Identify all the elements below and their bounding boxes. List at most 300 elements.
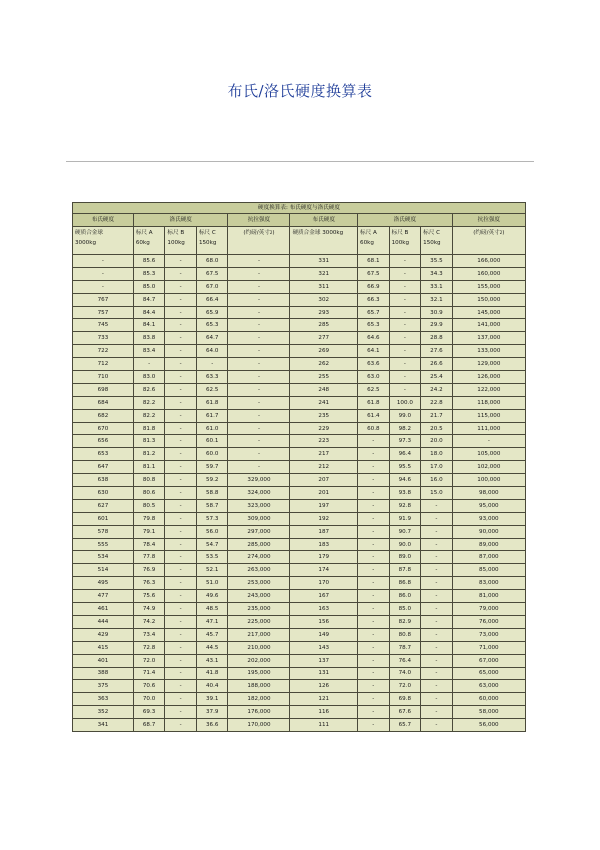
tensile-right-cell: 118,000 — [452, 396, 525, 409]
scale-a-right-cell: - — [358, 461, 390, 474]
scale-b-left-cell: - — [165, 693, 197, 706]
brinell-right-cell: 217 — [290, 448, 358, 461]
scale-b-right-cell: 72.0 — [389, 680, 421, 693]
scale-b-right-cell: 97.3 — [389, 435, 421, 448]
brinell-left-cell: 682 — [73, 409, 134, 422]
scale-c-left-cell: 64.7 — [196, 332, 228, 345]
scale-a-right-cell: - — [358, 577, 390, 590]
scale-a-left-cell: 69.3 — [133, 706, 165, 719]
scale-c-left-cell: 67.5 — [196, 267, 228, 280]
tensile-left-cell: - — [228, 435, 290, 448]
scale-c-left-cell: 51.0 — [196, 577, 228, 590]
table-caption-row — [73, 203, 526, 214]
table-row — [73, 255, 526, 268]
scale-a-right-cell: - — [358, 628, 390, 641]
brinell-right-cell: 262 — [290, 358, 358, 371]
tensile-left-cell: - — [228, 448, 290, 461]
scale-c-left-cell: 44.5 — [196, 641, 228, 654]
tensile-header: 抗拉强度 — [228, 214, 290, 227]
tensile-right-cell: 67,000 — [452, 654, 525, 667]
scale-b-right-cell: 74.0 — [389, 667, 421, 680]
scale-b-left-cell: - — [165, 448, 197, 461]
scale-b-left-cell: - — [165, 487, 197, 500]
scale-a-left-cell: 85.0 — [133, 280, 165, 293]
brinell-left-cell: 712 — [73, 358, 134, 371]
scale-a-left-cell: 81.1 — [133, 461, 165, 474]
tensile-right-cell: 73,000 — [452, 628, 525, 641]
brinell-left-cell: 670 — [73, 422, 134, 435]
scale-c-right-cell: 16.0 — [421, 474, 453, 487]
scale-b-right-cell: - — [389, 255, 421, 268]
scale-c-left-cell: 48.5 — [196, 603, 228, 616]
scale-a-subheader: 标尺 A 60kg — [133, 227, 165, 255]
scale-b-left-cell: - — [165, 512, 197, 525]
scale-c-left-cell: 43.1 — [196, 654, 228, 667]
scale-b-right-cell: - — [389, 345, 421, 358]
scale-c-left-cell: 67.0 — [196, 280, 228, 293]
brinell-right-cell: 223 — [290, 435, 358, 448]
brinell-right-cell: 137 — [290, 654, 358, 667]
tensile-right-cell: 141,000 — [452, 319, 525, 332]
tensile-subheader-right: (约磅/英寸$^2$) — [452, 227, 525, 255]
scale-c-left-cell: 56.0 — [196, 525, 228, 538]
tensile-right-cell: 89,000 — [452, 538, 525, 551]
table-row — [73, 293, 526, 306]
tensile-left-cell: 329,000 — [228, 474, 290, 487]
table-row — [73, 538, 526, 551]
scale-b-left-cell: - — [165, 577, 197, 590]
scale-b-right-cell: 86.0 — [389, 590, 421, 603]
scale-a-right-cell: 68.1 — [358, 255, 390, 268]
scale-c-subheader-right: 标尺 C 150kg — [421, 227, 453, 255]
tensile-subheader: (约磅/英寸$^2$) — [228, 227, 290, 255]
brinell-right-cell: 121 — [290, 693, 358, 706]
table-row — [73, 525, 526, 538]
scale-c-left-cell: 45.7 — [196, 628, 228, 641]
scale-c-right-cell: - — [421, 680, 453, 693]
brinell-left-cell: - — [73, 267, 134, 280]
scale-b-subheader: 标尺 B 100kg — [165, 227, 197, 255]
scale-b-right-cell: 100.0 — [389, 396, 421, 409]
tensile-left-cell: 263,000 — [228, 564, 290, 577]
scale-a-left-cell: 82.2 — [133, 409, 165, 422]
tensile-right-cell: 102,000 — [452, 461, 525, 474]
tensile-right-cell: 81,000 — [452, 590, 525, 603]
tensile-right-cell: 56,000 — [452, 719, 525, 732]
tensile-right-cell: 115,000 — [452, 409, 525, 422]
scale-b-left-cell: - — [165, 564, 197, 577]
scale-c-right-cell: - — [421, 654, 453, 667]
scale-a-left-cell: 81.2 — [133, 448, 165, 461]
table-row — [73, 332, 526, 345]
scale-b-left-cell: - — [165, 409, 197, 422]
tensile-right-cell: 126,000 — [452, 371, 525, 384]
brinell-header: 布氏硬度 — [73, 214, 134, 227]
brinell-right-cell: 143 — [290, 641, 358, 654]
brinell-left-cell: 429 — [73, 628, 134, 641]
scale-c-left-cell: 65.3 — [196, 319, 228, 332]
scale-b-left-cell: - — [165, 383, 197, 396]
scale-b-left-cell: - — [165, 306, 197, 319]
tensile-left-cell: - — [228, 345, 290, 358]
brinell-right-cell: 321 — [290, 267, 358, 280]
tensile-left-cell: - — [228, 409, 290, 422]
scale-b-left-cell: - — [165, 255, 197, 268]
tensile-left-cell: - — [228, 383, 290, 396]
scale-c-right-cell: - — [421, 499, 453, 512]
scale-c-right-cell: 32.1 — [421, 293, 453, 306]
scale-b-left-cell: - — [165, 345, 197, 358]
scale-b-right-cell: 82.9 — [389, 615, 421, 628]
scale-a-right-cell: 63.0 — [358, 371, 390, 384]
scale-b-right-cell: - — [389, 267, 421, 280]
table-row — [73, 603, 526, 616]
table-row — [73, 306, 526, 319]
brinell-right-cell: 163 — [290, 603, 358, 616]
scale-b-right-cell: 92.8 — [389, 499, 421, 512]
scale-b-subheader-right: 标尺 B 100kg — [389, 227, 421, 255]
scale-c-right-cell: 33.1 — [421, 280, 453, 293]
scale-a-left-cell: 78.4 — [133, 538, 165, 551]
scale-b-left-cell: - — [165, 358, 197, 371]
brinell-left-cell: 630 — [73, 487, 134, 500]
scale-c-left-cell: 63.3 — [196, 371, 228, 384]
brinell-right-cell: 241 — [290, 396, 358, 409]
brinell-right-cell: 197 — [290, 499, 358, 512]
tensile-right-cell: 87,000 — [452, 551, 525, 564]
brinell-left-cell: 444 — [73, 615, 134, 628]
scale-c-right-cell: 35.5 — [421, 255, 453, 268]
scale-c-left-cell: 53.5 — [196, 551, 228, 564]
tensile-left-cell: 195,000 — [228, 667, 290, 680]
tensile-right-cell: 90,000 — [452, 525, 525, 538]
scale-b-left-cell: - — [165, 396, 197, 409]
scale-c-left-cell: 68.0 — [196, 255, 228, 268]
table-row — [73, 383, 526, 396]
brinell-left-cell: 638 — [73, 474, 134, 487]
brinell-left-cell: 757 — [73, 306, 134, 319]
tensile-left-cell: - — [228, 332, 290, 345]
brinell-right-cell: 131 — [290, 667, 358, 680]
table-row — [73, 409, 526, 422]
tensile-right-cell: 100,000 — [452, 474, 525, 487]
scale-c-left-cell: 66.4 — [196, 293, 228, 306]
scale-a-left-cell: 72.0 — [133, 654, 165, 667]
scale-b-right-cell: 93.8 — [389, 487, 421, 500]
scale-c-right-cell: 15.0 — [421, 487, 453, 500]
brinell-right-cell: 149 — [290, 628, 358, 641]
scale-b-left-cell: - — [165, 590, 197, 603]
scale-a-right-cell: 66.9 — [358, 280, 390, 293]
brinell-right-cell: 167 — [290, 590, 358, 603]
scale-a-left-cell: 80.5 — [133, 499, 165, 512]
tensile-right-cell: 98,000 — [452, 487, 525, 500]
scale-c-right-cell: 22.8 — [421, 396, 453, 409]
scale-b-left-cell: - — [165, 267, 197, 280]
scale-c-right-cell: 25.4 — [421, 371, 453, 384]
scale-b-left-cell: - — [165, 641, 197, 654]
tensile-left-cell: - — [228, 319, 290, 332]
brinell-left-cell: 698 — [73, 383, 134, 396]
tensile-left-cell: - — [228, 371, 290, 384]
rockwell-header-right: 洛氏硬度 — [358, 214, 453, 227]
scale-c-right-cell: 27.6 — [421, 345, 453, 358]
scale-c-right-cell: 20.5 — [421, 422, 453, 435]
scale-a-right-cell: - — [358, 693, 390, 706]
scale-a-right-cell: 61.4 — [358, 409, 390, 422]
scale-c-right-cell: - — [421, 628, 453, 641]
scale-b-right-cell: 95.5 — [389, 461, 421, 474]
brinell-right-cell: 248 — [290, 383, 358, 396]
scale-b-right-cell: - — [389, 280, 421, 293]
tensile-left-cell: - — [228, 422, 290, 435]
scale-a-left-cell: 79.1 — [133, 525, 165, 538]
tensile-left-cell: 309,000 — [228, 512, 290, 525]
brinell-left-cell: 647 — [73, 461, 134, 474]
scale-b-right-cell: 85.0 — [389, 603, 421, 616]
scale-b-left-cell: - — [165, 654, 197, 667]
brinell-right-cell: 192 — [290, 512, 358, 525]
scale-c-left-cell: 36.6 — [196, 719, 228, 732]
scale-c-left-cell: 39.1 — [196, 693, 228, 706]
scale-c-left-cell: 58.7 — [196, 499, 228, 512]
tensile-right-cell: - — [452, 435, 525, 448]
divider — [66, 161, 534, 162]
page-title: 布氏/洛氏硬度换算表 — [227, 82, 373, 100]
scale-c-right-cell: - — [421, 719, 453, 732]
brinell-left-cell: - — [73, 255, 134, 268]
table-row — [73, 474, 526, 487]
scale-a-right-cell: - — [358, 474, 390, 487]
tensile-right-cell: 83,000 — [452, 577, 525, 590]
table-row — [73, 706, 526, 719]
scale-a-left-cell: 81.8 — [133, 422, 165, 435]
scale-b-right-cell: 89.0 — [389, 551, 421, 564]
scale-c-right-cell: - — [421, 551, 453, 564]
scale-a-right-cell: 60.8 — [358, 422, 390, 435]
scale-c-left-cell: 59.2 — [196, 474, 228, 487]
scale-c-right-cell: 20.0 — [421, 435, 453, 448]
scale-c-left-cell: 62.5 — [196, 383, 228, 396]
scale-c-left-cell: 64.0 — [196, 345, 228, 358]
tensile-left-cell: 210,000 — [228, 641, 290, 654]
brinell-right-cell: 212 — [290, 461, 358, 474]
tensile-left-cell: 253,000 — [228, 577, 290, 590]
scale-c-right-cell: - — [421, 538, 453, 551]
tensile-left-cell: 285,000 — [228, 538, 290, 551]
brinell-right-cell: 201 — [290, 487, 358, 500]
tensile-left-cell: - — [228, 267, 290, 280]
table-row — [73, 654, 526, 667]
scale-c-right-cell: - — [421, 512, 453, 525]
brinell-left-cell: 363 — [73, 693, 134, 706]
scale-b-left-cell: - — [165, 551, 197, 564]
scale-a-right-cell: - — [358, 654, 390, 667]
scale-a-left-cell: 79.8 — [133, 512, 165, 525]
scale-b-right-cell: 98.2 — [389, 422, 421, 435]
brinell-right-cell: 229 — [290, 422, 358, 435]
brinell-left-cell: 745 — [73, 319, 134, 332]
tensile-left-cell: - — [228, 396, 290, 409]
table-row — [73, 435, 526, 448]
table-caption: 硬度换算表: 布氏硬度与洛氏硬度 — [73, 203, 526, 214]
tensile-right-cell: 137,000 — [452, 332, 525, 345]
tensile-left-cell: 243,000 — [228, 590, 290, 603]
scale-a-left-cell: 80.8 — [133, 474, 165, 487]
scale-b-left-cell: - — [165, 332, 197, 345]
brinell-right-cell: 207 — [290, 474, 358, 487]
brinell-left-cell: 656 — [73, 435, 134, 448]
tensile-left-cell: 324,000 — [228, 487, 290, 500]
tensile-left-cell: - — [228, 280, 290, 293]
brinell-left-cell: 461 — [73, 603, 134, 616]
tensile-right-cell: 95,000 — [452, 499, 525, 512]
scale-a-right-cell: 61.8 — [358, 396, 390, 409]
scale-a-left-cell: 68.7 — [133, 719, 165, 732]
tensile-left-cell: 274,000 — [228, 551, 290, 564]
group-header-row — [73, 214, 526, 227]
table-row — [73, 667, 526, 680]
table-row — [73, 564, 526, 577]
scale-b-left-cell: - — [165, 319, 197, 332]
scale-c-right-cell: 24.2 — [421, 383, 453, 396]
scale-a-right-cell: 63.6 — [358, 358, 390, 371]
scale-a-right-cell: - — [358, 551, 390, 564]
scale-c-right-cell: - — [421, 706, 453, 719]
scale-b-right-cell: 96.4 — [389, 448, 421, 461]
brinell-left-cell: 710 — [73, 371, 134, 384]
rockwell-header: 洛氏硬度 — [133, 214, 228, 227]
scale-a-right-cell: - — [358, 706, 390, 719]
scale-b-right-cell: 90.7 — [389, 525, 421, 538]
scale-b-right-cell: 80.8 — [389, 628, 421, 641]
brinell-left-cell: 601 — [73, 512, 134, 525]
brinell-right-cell: 302 — [290, 293, 358, 306]
tensile-left-cell: 323,000 — [228, 499, 290, 512]
scale-c-left-cell: 59.7 — [196, 461, 228, 474]
scale-c-left-cell: 65.9 — [196, 306, 228, 319]
scale-a-right-cell: 65.3 — [358, 319, 390, 332]
table-row — [73, 615, 526, 628]
scale-b-left-cell: - — [165, 461, 197, 474]
table-row — [73, 577, 526, 590]
tensile-left-cell: - — [228, 461, 290, 474]
table-row — [73, 448, 526, 461]
table-row — [73, 280, 526, 293]
tensile-left-cell: 235,000 — [228, 603, 290, 616]
brinell-left-cell: 495 — [73, 577, 134, 590]
scale-a-right-cell: 67.5 — [358, 267, 390, 280]
scale-a-right-cell: - — [358, 564, 390, 577]
scale-c-right-cell: 30.9 — [421, 306, 453, 319]
brinell-left-cell: 352 — [73, 706, 134, 719]
scale-a-left-cell: 83.8 — [133, 332, 165, 345]
scale-a-right-cell: 65.7 — [358, 306, 390, 319]
scale-a-right-cell: - — [358, 641, 390, 654]
brinell-left-cell: 375 — [73, 680, 134, 693]
tensile-right-cell: 111,000 — [452, 422, 525, 435]
brinell-right-cell: 116 — [290, 706, 358, 719]
scale-b-right-cell: 67.6 — [389, 706, 421, 719]
brinell-left-cell: 388 — [73, 667, 134, 680]
scale-a-left-cell: 73.4 — [133, 628, 165, 641]
scale-c-right-cell: 28.8 — [421, 332, 453, 345]
tensile-left-cell: 202,000 — [228, 654, 290, 667]
scale-b-right-cell: 91.9 — [389, 512, 421, 525]
scale-a-right-cell: - — [358, 538, 390, 551]
brinell-right-cell: 235 — [290, 409, 358, 422]
scale-b-right-cell: - — [389, 306, 421, 319]
brinell-left-cell: 653 — [73, 448, 134, 461]
scale-a-right-cell: 64.1 — [358, 345, 390, 358]
scale-a-right-cell: - — [358, 499, 390, 512]
scale-b-left-cell: - — [165, 371, 197, 384]
scale-a-right-cell: - — [358, 667, 390, 680]
scale-a-left-cell: 83.0 — [133, 371, 165, 384]
scale-a-right-cell: - — [358, 525, 390, 538]
scale-a-right-cell: 64.6 — [358, 332, 390, 345]
scale-c-right-cell: - — [421, 615, 453, 628]
scale-c-left-cell: 57.3 — [196, 512, 228, 525]
table-row — [73, 422, 526, 435]
tensile-right-cell: 85,000 — [452, 564, 525, 577]
table-row — [73, 693, 526, 706]
scale-b-left-cell: - — [165, 422, 197, 435]
scale-c-left-cell: 61.7 — [196, 409, 228, 422]
tensile-right-cell: 166,000 — [452, 255, 525, 268]
scale-a-left-cell: 84.1 — [133, 319, 165, 332]
scale-c-right-cell: - — [421, 603, 453, 616]
scale-c-right-cell: - — [421, 590, 453, 603]
brinell-left-cell: 534 — [73, 551, 134, 564]
brinell-right-cell: 170 — [290, 577, 358, 590]
scale-c-left-cell: 41.8 — [196, 667, 228, 680]
brinell-left-cell: 684 — [73, 396, 134, 409]
brinell-header-right: 布氏硬度 — [290, 214, 358, 227]
scale-c-left-cell: 52.1 — [196, 564, 228, 577]
scale-c-right-cell: - — [421, 577, 453, 590]
tensile-right-cell: 145,000 — [452, 306, 525, 319]
scale-c-right-cell: 29.9 — [421, 319, 453, 332]
brinell-right-cell: 187 — [290, 525, 358, 538]
scale-b-left-cell: - — [165, 499, 197, 512]
scale-a-left-cell: 83.4 — [133, 345, 165, 358]
tensile-right-cell: 71,000 — [452, 641, 525, 654]
scale-c-left-cell: 40.4 — [196, 680, 228, 693]
scale-b-right-cell: 78.7 — [389, 641, 421, 654]
scale-c-left-cell: 54.7 — [196, 538, 228, 551]
scale-c-left-cell: 61.8 — [196, 396, 228, 409]
tensile-right-cell: 79,000 — [452, 603, 525, 616]
table-row — [73, 487, 526, 500]
tensile-left-cell: 217,000 — [228, 628, 290, 641]
brinell-subheader: 硬质合金球 3000kg — [73, 227, 134, 255]
scale-a-left-cell: 70.6 — [133, 680, 165, 693]
table-row — [73, 680, 526, 693]
scale-c-left-cell: 61.0 — [196, 422, 228, 435]
brinell-left-cell: 627 — [73, 499, 134, 512]
scale-a-left-cell: 82.2 — [133, 396, 165, 409]
scale-b-right-cell: - — [389, 319, 421, 332]
scale-b-left-cell: - — [165, 525, 197, 538]
scale-b-right-cell: 87.8 — [389, 564, 421, 577]
scale-b-right-cell: - — [389, 383, 421, 396]
scale-c-right-cell: - — [421, 667, 453, 680]
brinell-left-cell: 578 — [73, 525, 134, 538]
scale-b-right-cell: - — [389, 371, 421, 384]
tensile-right-cell: 160,000 — [452, 267, 525, 280]
table-row — [73, 319, 526, 332]
